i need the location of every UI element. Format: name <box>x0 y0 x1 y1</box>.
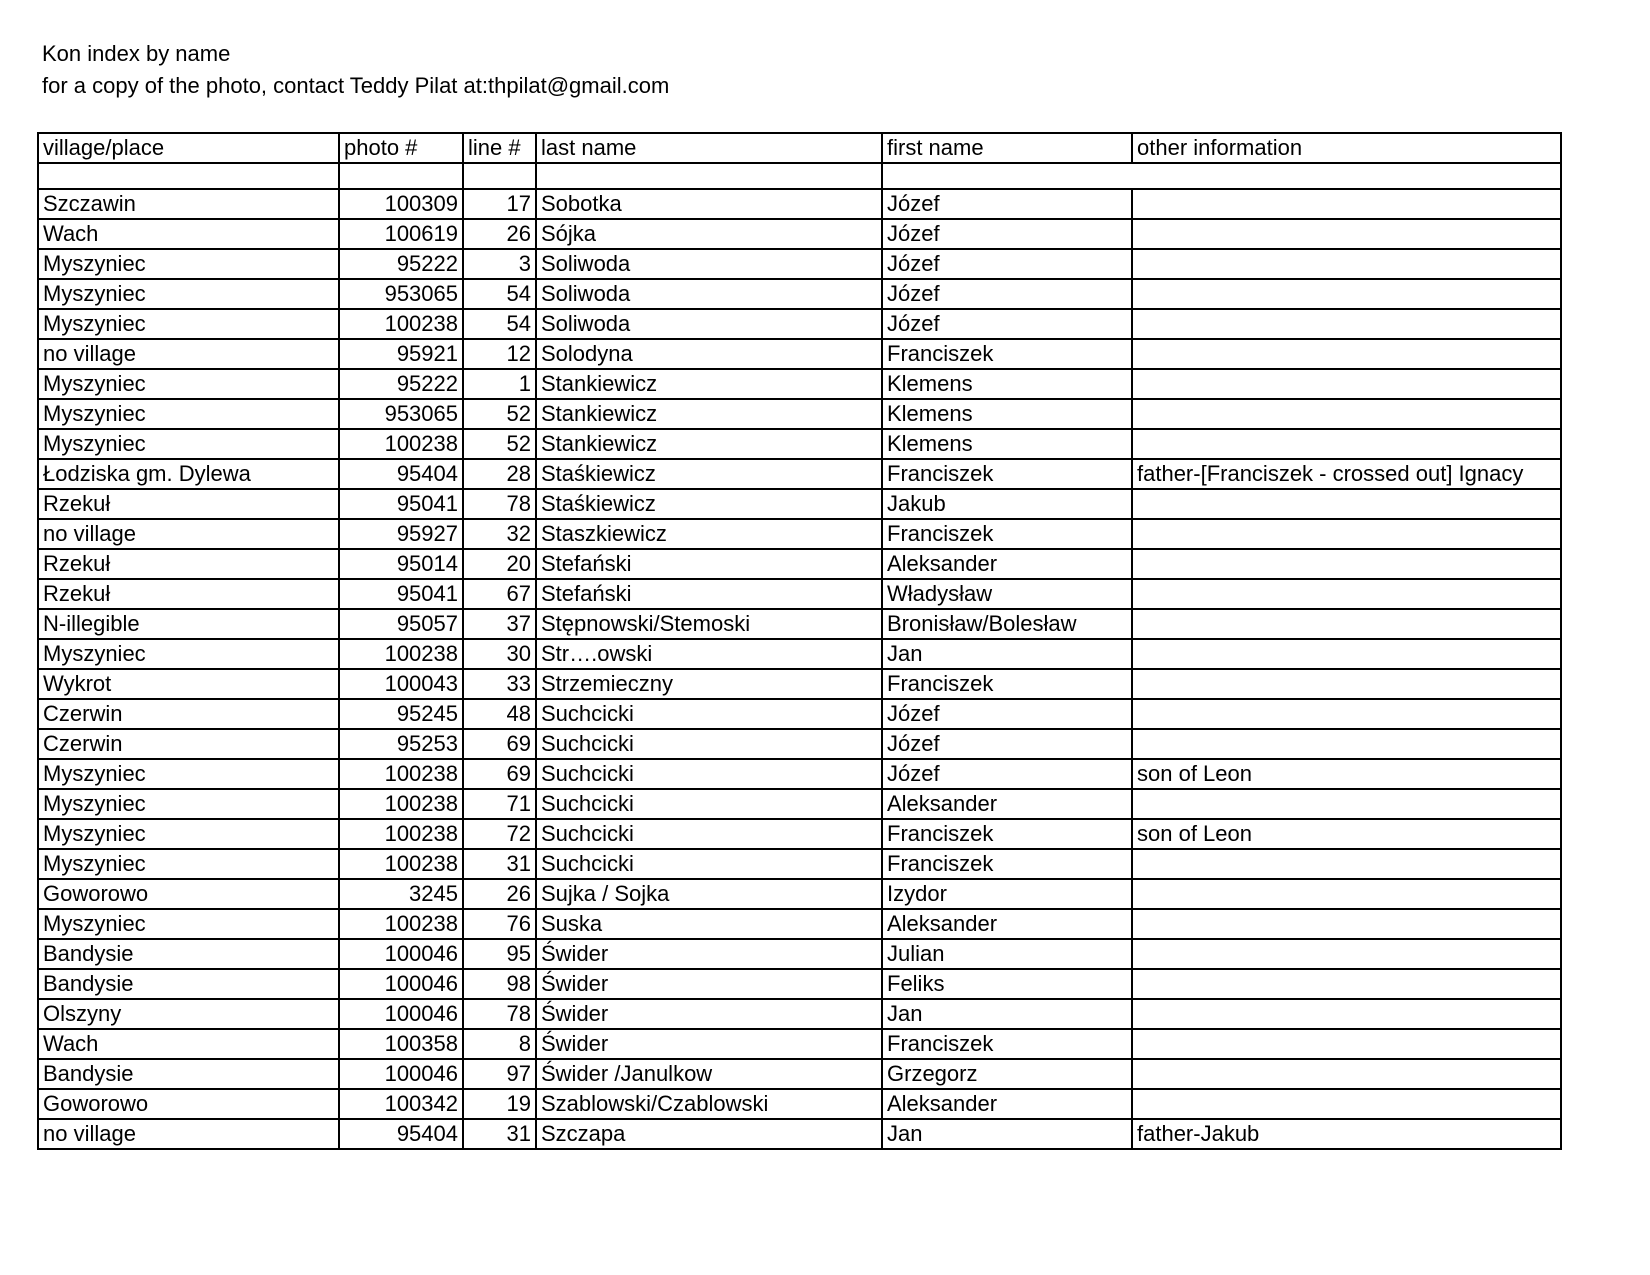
other-info-cell <box>1132 999 1561 1029</box>
table-row <box>38 339 1561 369</box>
first-name-cell: Józef <box>882 759 1132 789</box>
last-name-cell: Szablowski/Czablowski <box>536 1089 882 1119</box>
page-title: Kon index by name <box>42 41 231 66</box>
line-number-cell: 12 <box>463 339 536 369</box>
first-name-cell: Aleksander <box>882 1089 1132 1119</box>
first-name-cell: Aleksander <box>882 909 1132 939</box>
table-row <box>38 879 1561 909</box>
line-number-cell: 3 <box>463 249 536 279</box>
other-info-cell <box>1132 969 1561 999</box>
last-name-cell: Stankiewicz <box>536 399 882 429</box>
last-name-cell: Soliwoda <box>536 249 882 279</box>
line-number-cell: 76 <box>463 909 536 939</box>
first-name-cell: Franciszek <box>882 819 1132 849</box>
line-number-cell: 52 <box>463 429 536 459</box>
line-number-cell: 71 <box>463 789 536 819</box>
line-number-cell: 78 <box>463 489 536 519</box>
village-cell: Myszyniec <box>38 399 339 429</box>
other-info-cell <box>1132 939 1561 969</box>
table-row <box>38 519 1561 549</box>
table-row <box>38 999 1561 1029</box>
first-name-cell: Józef <box>882 279 1132 309</box>
other-info-cell <box>1132 579 1561 609</box>
first-name-cell: Jakub <box>882 489 1132 519</box>
first-name-cell: Grzegorz <box>882 1059 1132 1089</box>
blank-cell <box>536 163 882 189</box>
village-cell: Myszyniec <box>38 279 339 309</box>
village-cell: Goworowo <box>38 1089 339 1119</box>
line-number-cell: 20 <box>463 549 536 579</box>
village-cell: Myszyniec <box>38 369 339 399</box>
last-name-cell: Świder <box>536 939 882 969</box>
blank-cell <box>463 163 536 189</box>
last-name-cell: Staśkiewicz <box>536 489 882 519</box>
line-number-cell: 32 <box>463 519 536 549</box>
other-info-cell: son of Leon <box>1132 819 1561 849</box>
other-info-cell <box>1132 429 1561 459</box>
first-name-cell: Jan <box>882 1119 1132 1149</box>
first-name-cell: Franciszek <box>882 339 1132 369</box>
blank-row <box>38 163 1561 189</box>
photo-number-cell: 100238 <box>339 909 463 939</box>
photo-number-cell: 95404 <box>339 1119 463 1149</box>
village-cell: Czerwin <box>38 729 339 759</box>
last-name-cell: Sujka / Sojka <box>536 879 882 909</box>
photo-number-cell: 953065 <box>339 399 463 429</box>
first-name-cell: Aleksander <box>882 789 1132 819</box>
table-row <box>38 429 1561 459</box>
last-name-cell: Suska <box>536 909 882 939</box>
last-name-cell: Świder /Janulkow <box>536 1059 882 1089</box>
other-info-cell <box>1132 909 1561 939</box>
table-row <box>38 549 1561 579</box>
table-row <box>38 819 1561 849</box>
village-cell: Myszyniec <box>38 909 339 939</box>
line-number-cell: 54 <box>463 279 536 309</box>
photo-number-cell: 95057 <box>339 609 463 639</box>
photo-number-cell: 100238 <box>339 639 463 669</box>
village-cell: Czerwin <box>38 699 339 729</box>
photo-number-cell: 100619 <box>339 219 463 249</box>
other-info-cell <box>1132 549 1561 579</box>
first-name-cell: Józef <box>882 249 1132 279</box>
first-name-cell: Józef <box>882 699 1132 729</box>
last-name-cell: Szczapa <box>536 1119 882 1149</box>
photo-number-cell: 95222 <box>339 249 463 279</box>
photo-number-cell: 3245 <box>339 879 463 909</box>
photo-number-cell: 100342 <box>339 1089 463 1119</box>
other-info-cell <box>1132 309 1561 339</box>
photo-number-cell: 100238 <box>339 429 463 459</box>
other-info-cell: son of Leon <box>1132 759 1561 789</box>
other-info-cell <box>1132 339 1561 369</box>
other-info-cell <box>1132 1029 1561 1059</box>
village-cell: Myszyniec <box>38 819 339 849</box>
first-name-cell: Józef <box>882 219 1132 249</box>
first-name-cell: Bronisław/Bolesław <box>882 609 1132 639</box>
last-name-cell: Stępnowski/Stemoski <box>536 609 882 639</box>
photo-number-cell: 95253 <box>339 729 463 759</box>
photo-number-cell: 100046 <box>339 1059 463 1089</box>
line-number-cell: 78 <box>463 999 536 1029</box>
line-number-cell: 1 <box>463 369 536 399</box>
column-header-first-name: first name <box>882 133 1132 163</box>
table-row <box>38 639 1561 669</box>
column-header-other-info: other information <box>1132 133 1561 163</box>
other-info-cell <box>1132 219 1561 249</box>
village-cell: Bandysie <box>38 1059 339 1089</box>
other-info-cell <box>1132 669 1561 699</box>
table-row <box>38 729 1561 759</box>
last-name-cell: Stankiewicz <box>536 369 882 399</box>
first-name-cell: Józef <box>882 189 1132 219</box>
other-info-cell <box>1132 609 1561 639</box>
table-row <box>38 249 1561 279</box>
village-cell: Myszyniec <box>38 639 339 669</box>
village-cell: no village <box>38 519 339 549</box>
village-cell: N-illegible <box>38 609 339 639</box>
village-cell: Szczawin <box>38 189 339 219</box>
table-row <box>38 1089 1561 1119</box>
other-info-cell <box>1132 879 1561 909</box>
village-cell: Myszyniec <box>38 759 339 789</box>
table-row <box>38 699 1561 729</box>
last-name-cell: Suchcicki <box>536 699 882 729</box>
other-info-cell <box>1132 639 1561 669</box>
line-number-cell: 98 <box>463 969 536 999</box>
line-number-cell: 31 <box>463 1119 536 1149</box>
village-cell: no village <box>38 1119 339 1149</box>
village-cell: Myszyniec <box>38 309 339 339</box>
index-table <box>37 132 1562 1150</box>
last-name-cell: Str….owski <box>536 639 882 669</box>
column-header-last-name: last name <box>536 133 882 163</box>
line-number-cell: 19 <box>463 1089 536 1119</box>
last-name-cell: Strzemieczny <box>536 669 882 699</box>
table-body <box>38 133 1561 1149</box>
line-number-cell: 37 <box>463 609 536 639</box>
first-name-cell: Franciszek <box>882 669 1132 699</box>
last-name-cell: Stefański <box>536 579 882 609</box>
village-cell: Olszyny <box>38 999 339 1029</box>
table-row <box>38 1119 1561 1149</box>
first-name-cell: Feliks <box>882 969 1132 999</box>
line-number-cell: 72 <box>463 819 536 849</box>
blank-cell <box>339 163 463 189</box>
table-row <box>38 369 1561 399</box>
first-name-cell: Aleksander <box>882 549 1132 579</box>
photo-number-cell: 95927 <box>339 519 463 549</box>
photo-number-cell: 95041 <box>339 489 463 519</box>
last-name-cell: Soliwoda <box>536 309 882 339</box>
table-row <box>38 189 1561 219</box>
line-number-cell: 33 <box>463 669 536 699</box>
table-row <box>38 909 1561 939</box>
other-info-cell <box>1132 729 1561 759</box>
table-row <box>38 759 1561 789</box>
line-number-cell: 67 <box>463 579 536 609</box>
table-row <box>38 309 1561 339</box>
other-info-cell <box>1132 279 1561 309</box>
first-name-cell: Józef <box>882 309 1132 339</box>
photo-number-cell: 100358 <box>339 1029 463 1059</box>
village-cell: Myszyniec <box>38 429 339 459</box>
line-number-cell: 52 <box>463 399 536 429</box>
page-header <box>42 38 669 102</box>
first-name-cell: Klemens <box>882 429 1132 459</box>
photo-number-cell: 95222 <box>339 369 463 399</box>
photo-number-cell: 100238 <box>339 849 463 879</box>
table-row <box>38 399 1561 429</box>
line-number-cell: 31 <box>463 849 536 879</box>
column-header-village: village/place <box>38 133 339 163</box>
other-info-cell <box>1132 699 1561 729</box>
photo-number-cell: 95041 <box>339 579 463 609</box>
line-number-cell: 97 <box>463 1059 536 1089</box>
village-cell: Goworowo <box>38 879 339 909</box>
last-name-cell: Stankiewicz <box>536 429 882 459</box>
other-info-cell <box>1132 849 1561 879</box>
other-info-cell <box>1132 489 1561 519</box>
line-number-cell: 17 <box>463 189 536 219</box>
photo-number-cell: 100238 <box>339 789 463 819</box>
table-row <box>38 609 1561 639</box>
line-number-cell: 48 <box>463 699 536 729</box>
last-name-cell: Staśkiewicz <box>536 459 882 489</box>
village-cell: Wach <box>38 1029 339 1059</box>
table-row <box>38 849 1561 879</box>
line-number-cell: 26 <box>463 879 536 909</box>
first-name-cell: Izydor <box>882 879 1132 909</box>
last-name-cell: Stefański <box>536 549 882 579</box>
contact-line: for a copy of the photo, contact Teddy Pilat at:thpilat@gmail.com <box>42 73 670 98</box>
blank-cell <box>1132 163 1561 189</box>
photo-number-cell: 100046 <box>339 939 463 969</box>
village-cell: Bandysie <box>38 939 339 969</box>
last-name-cell: Sobotka <box>536 189 882 219</box>
photo-number-cell: 953065 <box>339 279 463 309</box>
first-name-cell: Klemens <box>882 399 1132 429</box>
table-row <box>38 489 1561 519</box>
village-cell: Myszyniec <box>38 789 339 819</box>
first-name-cell: Józef <box>882 729 1132 759</box>
first-name-cell: Władysław <box>882 579 1132 609</box>
photo-number-cell: 95921 <box>339 339 463 369</box>
village-cell: Wach <box>38 219 339 249</box>
other-info-cell: father-Jakub <box>1132 1119 1561 1149</box>
last-name-cell: Suchcicki <box>536 849 882 879</box>
table-row <box>38 459 1561 489</box>
table-row <box>38 579 1561 609</box>
other-info-cell <box>1132 369 1561 399</box>
other-info-cell: father-[Franciszek - crossed out] Ignacy <box>1132 459 1561 489</box>
last-name-cell: Soliwoda <box>536 279 882 309</box>
first-name-cell: Klemens <box>882 369 1132 399</box>
last-name-cell: Staszkiewicz <box>536 519 882 549</box>
village-cell: Myszyniec <box>38 249 339 279</box>
first-name-cell: Franciszek <box>882 849 1132 879</box>
village-cell: Rzekuł <box>38 579 339 609</box>
line-number-cell: 30 <box>463 639 536 669</box>
blank-cell <box>882 163 1132 189</box>
other-info-cell <box>1132 1089 1561 1119</box>
first-name-cell: Franciszek <box>882 459 1132 489</box>
last-name-cell: Suchcicki <box>536 729 882 759</box>
first-name-cell: Franciszek <box>882 1029 1132 1059</box>
photo-number-cell: 100046 <box>339 999 463 1029</box>
village-cell: no village <box>38 339 339 369</box>
other-info-cell <box>1132 789 1561 819</box>
last-name-cell: Sójka <box>536 219 882 249</box>
line-number-cell: 8 <box>463 1029 536 1059</box>
line-number-cell: 69 <box>463 729 536 759</box>
village-cell: Bandysie <box>38 969 339 999</box>
other-info-cell <box>1132 399 1561 429</box>
blank-cell <box>38 163 339 189</box>
line-number-cell: 54 <box>463 309 536 339</box>
photo-number-cell: 95245 <box>339 699 463 729</box>
photo-number-cell: 95014 <box>339 549 463 579</box>
table-row <box>38 279 1561 309</box>
other-info-cell <box>1132 1059 1561 1089</box>
last-name-cell: Świder <box>536 1029 882 1059</box>
table-row <box>38 939 1561 969</box>
line-number-cell: 69 <box>463 759 536 789</box>
last-name-cell: Świder <box>536 969 882 999</box>
village-cell: Wykrot <box>38 669 339 699</box>
last-name-cell: Świder <box>536 999 882 1029</box>
photo-number-cell: 95404 <box>339 459 463 489</box>
table-row <box>38 969 1561 999</box>
first-name-cell: Jan <box>882 999 1132 1029</box>
photo-number-cell: 100043 <box>339 669 463 699</box>
photo-number-cell: 100238 <box>339 759 463 789</box>
column-header-line: line # <box>463 133 536 163</box>
village-cell: Rzekuł <box>38 489 339 519</box>
table-row <box>38 219 1561 249</box>
table-row <box>38 1029 1561 1059</box>
column-header-photo: photo # <box>339 133 463 163</box>
other-info-cell <box>1132 519 1561 549</box>
village-cell: Myszyniec <box>38 849 339 879</box>
village-cell: Łodziska gm. Dylewa <box>38 459 339 489</box>
line-number-cell: 26 <box>463 219 536 249</box>
first-name-cell: Jan <box>882 639 1132 669</box>
photo-number-cell: 100238 <box>339 819 463 849</box>
photo-number-cell: 100238 <box>339 309 463 339</box>
other-info-cell <box>1132 189 1561 219</box>
header-row <box>38 133 1561 163</box>
village-cell: Rzekuł <box>38 549 339 579</box>
table-row <box>38 789 1561 819</box>
other-info-cell <box>1132 249 1561 279</box>
last-name-cell: Suchcicki <box>536 759 882 789</box>
last-name-cell: Suchcicki <box>536 819 882 849</box>
photo-number-cell: 100309 <box>339 189 463 219</box>
line-number-cell: 28 <box>463 459 536 489</box>
table-row <box>38 1059 1561 1089</box>
first-name-cell: Julian <box>882 939 1132 969</box>
first-name-cell: Franciszek <box>882 519 1132 549</box>
table-row <box>38 669 1561 699</box>
line-number-cell: 95 <box>463 939 536 969</box>
last-name-cell: Suchcicki <box>536 789 882 819</box>
photo-number-cell: 100046 <box>339 969 463 999</box>
last-name-cell: Solodyna <box>536 339 882 369</box>
